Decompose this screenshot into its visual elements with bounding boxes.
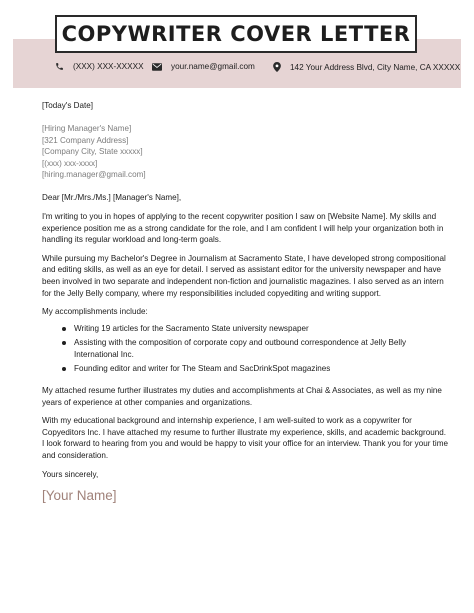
list-item: Assisting with the composition of corporate copy and outbound correspondence at Jelly Belly International Inc. <box>42 337 448 360</box>
contact-row <box>0 62 474 76</box>
bullet-icon <box>62 367 66 371</box>
email-address: your.name@gmail.com <box>171 62 255 71</box>
phone-number: (XXX) XXX-XXXXX <box>73 62 144 71</box>
phone-icon <box>55 62 64 71</box>
salutation: Dear [Mr./Mrs./Ms.] [Manager's Name], <box>42 193 182 203</box>
recipient-block <box>42 123 448 181</box>
letter-body <box>42 100 448 504</box>
closing: Yours sincerely, <box>42 469 99 479</box>
accomplishments-list <box>42 323 448 375</box>
recipient-phone: [(xxx) xxx-xxxx] <box>42 158 98 168</box>
envelope-icon <box>152 63 162 71</box>
list-item: Founding editor and writer for The Steam and SacDrinkSpot magazines <box>42 363 448 375</box>
bullet-icon <box>62 341 66 345</box>
recipient-name: [Hiring Manager's Name] <box>42 123 132 133</box>
title-box <box>55 15 417 53</box>
recipient-address: [321 Company Address] <box>42 135 129 145</box>
contact-email <box>152 62 255 71</box>
body-paragraph-3: My attached resume further illustrates my duties and accomplishments at Chai & Associates, as well as my nine years of experience at other companies and organizations. <box>42 386 442 407</box>
contact-phone <box>55 62 144 71</box>
body-paragraph-4: With my educational background and internship experience, I am well-suited to work as a copywriter for Copyeditors Inc. I have attached my resume to further illustrate my experience, skills, and academic background. I look forward to hearing from you and would be happy to visit your office for an interview. Thank you for your time and consideration. <box>42 416 448 461</box>
street-address: 142 Your Address Blvd, City Name, CA XXXXX <box>290 62 461 72</box>
signature-name: [Your Name] <box>42 488 117 504</box>
bullet-icon <box>62 327 66 331</box>
recipient-city: [Company City, State xxxxx] <box>42 147 143 157</box>
location-pin-icon <box>273 62 281 72</box>
letter-date: [Today's Date] <box>42 101 94 110</box>
recipient-email: [hiring.manager@gmail.com] <box>42 170 146 180</box>
body-paragraph-2: While pursuing my Bachelor's Degree in Journalism at Sacramento State, I have developed strong compositional and editing skills, as well as an eye for detail. I served as assistant editor for the university newspaper and have been involved in two separate and independent non-fiction and journalistic magazines. I also served as an intern for the Jelly Belly company, where my responsibilities included copyediting and writing support. <box>42 253 446 298</box>
page-title: COPYWRITER COVER LETTER <box>61 22 411 46</box>
body-paragraph-1: I'm writing to you in hopes of applying to the recent copywriter position I saw on [Website Name]. My skills and experience position me as a strong candidate for the role, and I am confident I will help your organization both in handling its regular workload and long-term goals. <box>42 211 444 245</box>
contact-address <box>273 62 460 72</box>
accomplishments-intro: My accomplishments include: <box>42 307 148 317</box>
list-item: Writing 19 articles for the Sacramento State university newspaper <box>42 323 448 335</box>
